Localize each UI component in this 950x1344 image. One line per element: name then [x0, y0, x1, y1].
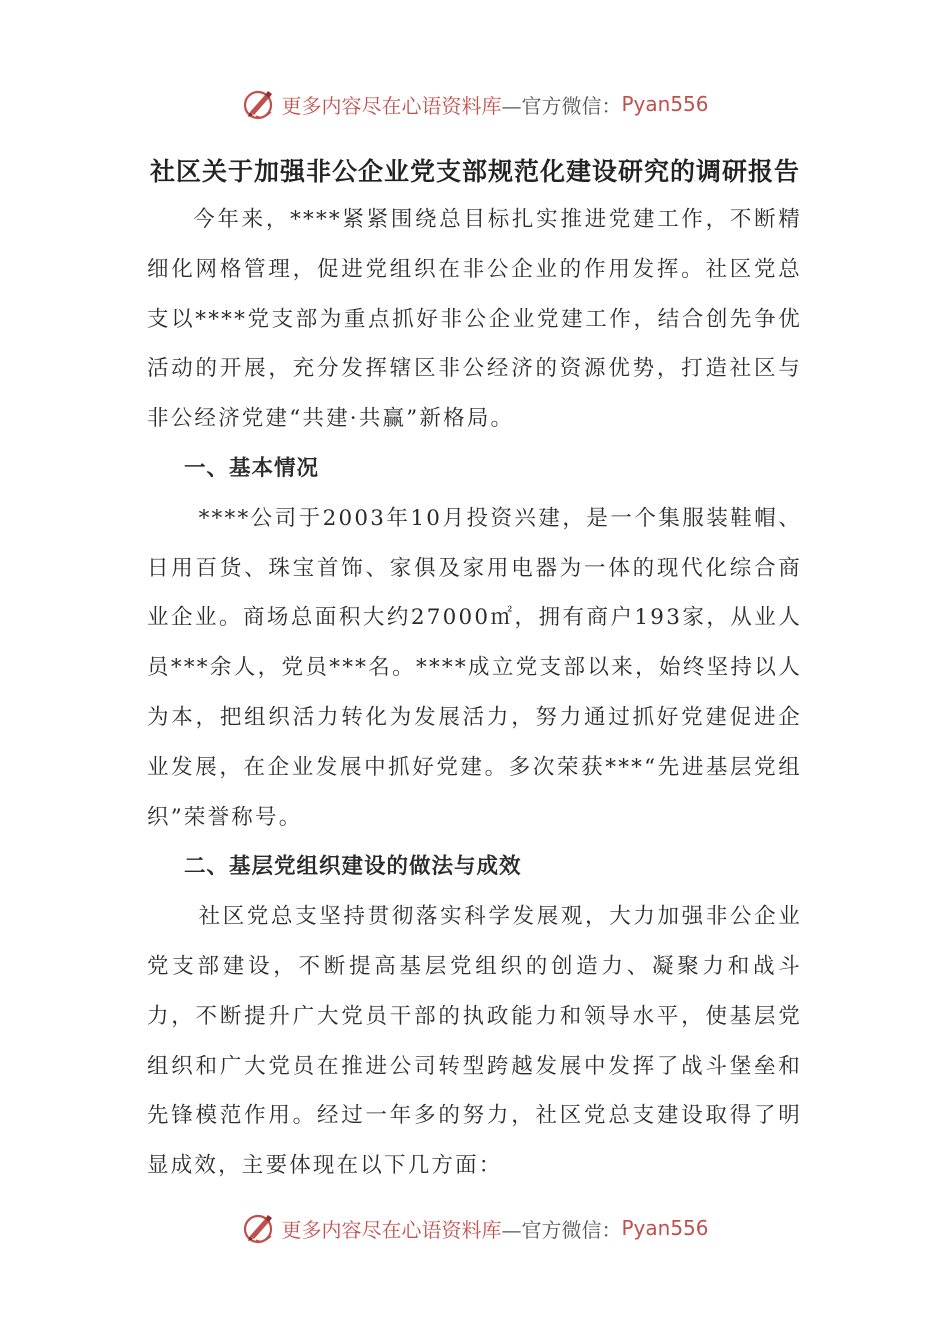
basic-info-paragraph: ****公司于2003年10月投资兴建，是一个集服装鞋帽、日用百货、珠宝首饰、家俱及家用电器为一体的现代化综合商业企业。商场总面积大约27000㎡，拥有商户193家，从业人员***余人，党员***名。****成立党支部以来，始终坚持以人为本，把组织活力转化为发展活力，努力通过抓好党建促进企业发展，在企业发展中抓好党建。多次荣获***“先进基层党组织”荣誉称号。: [147, 505, 802, 830]
banner-wechat-label: —官方微信：: [501, 1217, 622, 1242]
section-heading-practices: 二、基层党组织建设的做法与成效: [184, 854, 522, 880]
banner-site-text: 更多内容尽在心语资料库: [281, 1217, 502, 1242]
document-title: 社区关于加强非公企业党支部规范化建设研究的调研报告: [149, 157, 800, 186]
document-body: [147, 195, 802, 1191]
pen-logo-icon: [241, 1210, 277, 1246]
intro-paragraph: 今年来，****紧紧围绕总目标扎实推进党建工作，不断精细化网格管理，促进党组织在非公企业的作用发挥。社区党总支以****党支部为重点抓好非公企业党建工作，结合创先争优活动的开展，充分发挥辖区非公经济的资源优势，打造社区与非公经济党建“共建·共赢”新格局。: [147, 207, 802, 432]
section-heading-basic-info: 一、基本情况: [184, 455, 320, 481]
header-banner: [0, 84, 950, 124]
banner-wechat-id: Pyan556: [621, 1216, 709, 1240]
banner-site-text: 更多内容尽在心语资料库: [281, 93, 502, 118]
pen-logo-icon: [241, 86, 277, 122]
practices-paragraph: 社区党总支坚持贯彻落实科学发展观，大力加强非公企业党支部建设，不断提高基层党组织的创造力、凝聚力和战斗力，不断提升广大党员干部的执政能力和领导水平，使基层党组织和广大党员在推进公司转型跨越发展中发挥了战斗堡垒和先锋模范作用。经过一年多的努力，社区党总支建设取得了明显成效，主要体现在以下几方面：: [147, 904, 802, 1179]
banner-wechat-label: —官方微信：: [501, 93, 622, 118]
footer-banner: [0, 1208, 950, 1248]
banner-wechat-id: Pyan556: [621, 92, 709, 116]
